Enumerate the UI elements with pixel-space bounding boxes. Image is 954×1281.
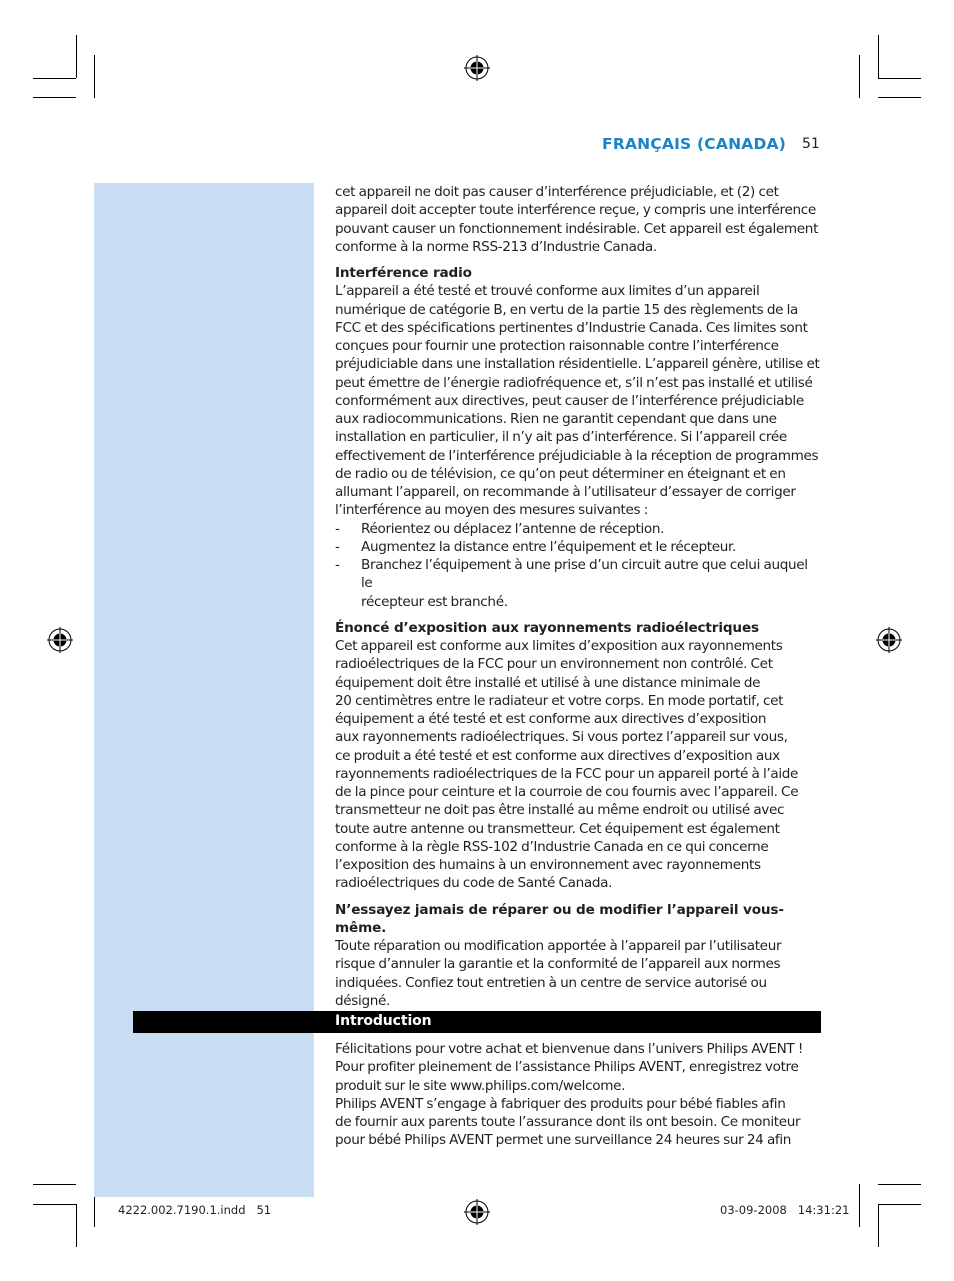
crop-mark: [859, 1184, 860, 1227]
radio-interference-paragraph: [335, 282, 822, 519]
text-line: pour bébé Philips AVENT permet une surveillance 24 heures sur 24 afin: [335, 1132, 792, 1149]
section-title: Introduction: [335, 1013, 432, 1029]
crop-mark: [33, 1184, 76, 1185]
bullet-text: Branchez l’équipement à une prise d’un circuit autre que celui auquel le: [361, 557, 808, 592]
text-line: conçues pour fournir une protection raisonnable contre l’interférence: [335, 338, 779, 354]
list-item: [335, 538, 822, 556]
text-line: l’interférence au moyen des mesures suivantes :: [335, 502, 648, 519]
bullet-text: Réorientez ou déplacez l’antenne de réception.: [361, 520, 665, 537]
section-bar: [133, 1011, 821, 1033]
crop-mark: [33, 97, 76, 98]
text-line: Philips AVENT s’engage à fabriquer des produits pour bébé fiables afin: [335, 1095, 786, 1112]
text-line: conforme à la norme RSS-213 d’Industrie Canada.: [335, 238, 657, 255]
crop-mark: [859, 55, 860, 98]
text-line: L’appareil a été testé et trouvé conforme aux limites d’un appareil: [335, 283, 760, 300]
crop-mark: [76, 35, 77, 78]
text-line: de fournir aux parents toute l’assurance dont ils ont besoin. Ce moniteur: [335, 1114, 801, 1130]
text-line: appareil doit accepter toute interférence reçue, y compris une interférence: [335, 202, 816, 219]
footer-datetime: 03-09-2008 14:31:21: [720, 1203, 850, 1217]
text-line: conformément aux directives, peut causer de l’interférence préjudiciable: [335, 392, 804, 409]
crop-mark: [878, 1204, 921, 1205]
text-line: rayonnements radioélectriques de la FCC pour un appareil porté à l’aide: [335, 765, 799, 782]
text-line: 20 centimètres entre le radiateur et votre corps. En mode portatif, cet: [335, 692, 784, 709]
registration-mark-icon: [47, 627, 73, 653]
crop-mark: [878, 97, 921, 98]
sidebar-band: [94, 183, 314, 1197]
bullet-dash: -: [335, 557, 340, 573]
bullet-text: récepteur est branché.: [361, 593, 508, 610]
crop-mark: [878, 1184, 921, 1185]
text-line: effectivement de l’interférence préjudiciable à la réception de programmes: [335, 447, 819, 464]
text-line: Félicitations pour votre achat et bienvenue dans l’univers Philips AVENT !: [335, 1041, 803, 1057]
text-line: risque d’annuler la garantie et la conformité de l’appareil aux normes: [335, 956, 781, 973]
crop-mark: [94, 55, 95, 98]
introduction-paragraph: [335, 1040, 822, 1150]
registration-mark-icon: [876, 627, 902, 653]
text-line: produit sur le site www.philips.com/welcome.: [335, 1077, 626, 1094]
continuation-paragraph: [335, 183, 822, 256]
text-line: FCC et des spécifications pertinentes d’Industrie Canada. Ces limites sont: [335, 319, 808, 336]
crop-mark: [76, 1204, 77, 1247]
crop-mark: [878, 78, 921, 79]
text-line: aux radiocommunications. Rien ne garantit cependant que dans une: [335, 411, 777, 427]
crop-mark: [33, 78, 76, 79]
language-title: FRANÇAIS (CANADA): [602, 135, 786, 153]
text-line: transmetteur ne doit pas être installé au même endroit ou utilisé avec: [335, 802, 785, 819]
text-line: équipement a été testé et est conforme aux directives d’exposition: [335, 711, 767, 727]
main-content: [335, 183, 822, 1010]
text-line: Toute réparation ou modification apportée à l’appareil par l’utilisateur: [335, 938, 782, 954]
repair-heading: [335, 901, 822, 938]
page-number: 51: [802, 136, 820, 152]
text-line: conforme à la règle RSS-102 d’Industrie Canada en ce qui concerne: [335, 838, 769, 855]
footer-filename: 4222.002.7190.1.indd 51: [118, 1203, 272, 1217]
heading-line: même.: [335, 919, 387, 936]
text-line: Cet appareil est conforme aux limites d’exposition aux rayonnements: [335, 638, 783, 654]
text-line: désigné.: [335, 992, 390, 1009]
text-line: de la pince pour ceinture et la courroie de cou fournis avec l’appareil. Ce: [335, 784, 799, 800]
heading-line: N’essayez jamais de réparer ou de modifier l’appareil vous-: [335, 901, 784, 918]
text-line: indiquées. Confiez tout entretien à un centre de service autorisé ou: [335, 974, 767, 991]
repair-paragraph: [335, 937, 822, 1010]
text-line: numérique de catégorie B, en vertu de la partie 15 des règlements de la: [335, 301, 799, 318]
list-item: [335, 520, 822, 538]
text-line: préjudiciable dans une installation résidentielle. L’appareil génère, utilise et: [335, 356, 820, 373]
text-line: Pour profiter pleinement de l’assistance Philips AVENT, enregistrez votre: [335, 1059, 799, 1076]
bullet-dash: -: [335, 520, 340, 537]
text-line: installation en particulier, il n’y ait pas d’interférence. Si l’appareil crée: [335, 429, 787, 446]
bullet-text: Augmentez la distance entre l’équipement et le récepteur.: [361, 538, 737, 555]
text-line: allumant l’appareil, on recommande à l’utilisateur d’essayer de corriger: [335, 484, 796, 500]
exposure-heading: Énoncé d’exposition aux rayonnements radioélectriques: [335, 619, 759, 636]
text-line: l’exposition des humains à un environnement avec rayonnements: [335, 857, 761, 873]
text-line: toute autre antenne ou transmetteur. Cet équipement est également: [335, 820, 780, 837]
text-line: équipement doit être installé et utilisé à une distance minimale de: [335, 674, 761, 691]
registration-mark-icon: [464, 1199, 490, 1225]
crop-mark: [33, 1204, 76, 1205]
bullet-dash: -: [335, 538, 340, 555]
registration-mark-icon: [464, 55, 490, 81]
text-line: pouvant causer un fonctionnement indésirable. Cet appareil est également: [335, 220, 819, 237]
text-line: radioélectriques de la FCC pour un environnement non contrôlé. Cet: [335, 656, 773, 673]
crop-mark: [878, 1204, 879, 1247]
crop-mark: [878, 35, 879, 78]
text-line: ce produit a été testé et est conforme aux directives d’exposition aux: [335, 747, 780, 764]
text-line: peut émettre de l’énergie radiofréquence et, s’il n’est pas installé et utilisé: [335, 374, 813, 391]
text-line: radioélectriques du code de Santé Canada.: [335, 875, 613, 892]
text-line: de radio ou de télévision, ce qu’on peut déterminer en éteignant et en: [335, 465, 786, 482]
text-line: cet appareil ne doit pas causer d’interférence préjudiciable, et (2) cet: [335, 184, 779, 200]
exposure-paragraph: [335, 637, 822, 893]
list-item: [335, 556, 822, 611]
radio-interference-heading: Interférence radio: [335, 265, 472, 281]
text-line: aux rayonnements radioélectriques. Si vous portez l’appareil sur vous,: [335, 729, 788, 746]
